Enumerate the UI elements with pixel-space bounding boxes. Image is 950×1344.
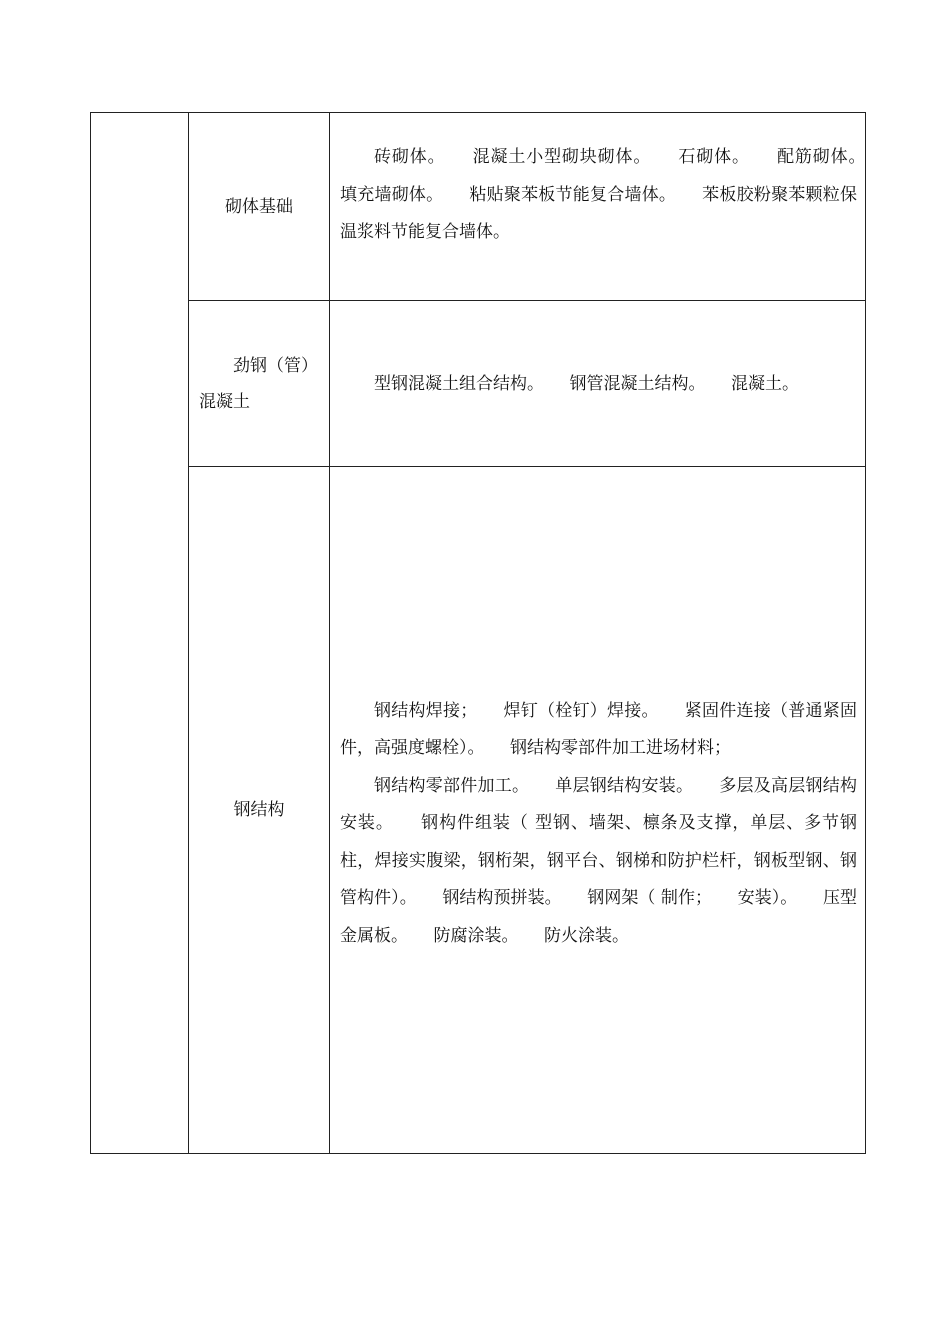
construction-items-table (90, 112, 891, 1154)
subdivision-cell (189, 467, 330, 1154)
items-cell (330, 301, 866, 467)
items-text (330, 665, 865, 956)
subdivision-name: 砌体基础 (225, 196, 293, 217)
subdivision-name (189, 348, 329, 420)
items-cell (330, 467, 866, 1154)
subdivision-name-line2: 混凝土 (199, 391, 250, 412)
items-cell (330, 113, 891, 301)
items-paragraph: 钢结构零部件加工。 单层钢结构安装。 多层及高层钢结构安装。 钢构件组装（ 型钢、墙架、檩条及支撑，单层、多节钢柱，焊接实腹梁，钢桁架，钢平台、钢梯和防护栏杆，钢板型钢、钢管构件）。 钢结构预拼装。 钢网架（ 制作； 安装）。 压型金属板。 防腐涂装。 防火涂装。 (340, 775, 857, 946)
items-paragraph: 砖砌体。 混凝土小型砌块砌体。 石砌体。 配筋砌体。 填充墙砌体。 粘贴聚苯板节能复合墙体。 苯板胶粉聚苯颗粒保温浆料节能复合墙体。 (340, 147, 891, 243)
table-row (91, 113, 866, 301)
division-cell (91, 113, 189, 1154)
subdivision-cell (189, 113, 330, 301)
items-text (330, 139, 891, 274)
items-paragraph: 钢结构焊接； 焊钉（栓钉）焊接。 紧固件连接（普通紧固件，高强度螺栓）。 钢结构零部件加工进场材料； (340, 700, 857, 759)
items-text (330, 366, 865, 402)
subdivision-name: 钢结构 (233, 800, 285, 820)
subdivision-cell (189, 301, 330, 467)
table-row (91, 301, 866, 467)
subdivision-name-line1: 劲钢（管） (233, 355, 318, 376)
table-row (91, 467, 866, 1154)
items-paragraph: 型钢混凝土组合结构。 钢管混凝土结构。 混凝土。 (374, 373, 799, 394)
